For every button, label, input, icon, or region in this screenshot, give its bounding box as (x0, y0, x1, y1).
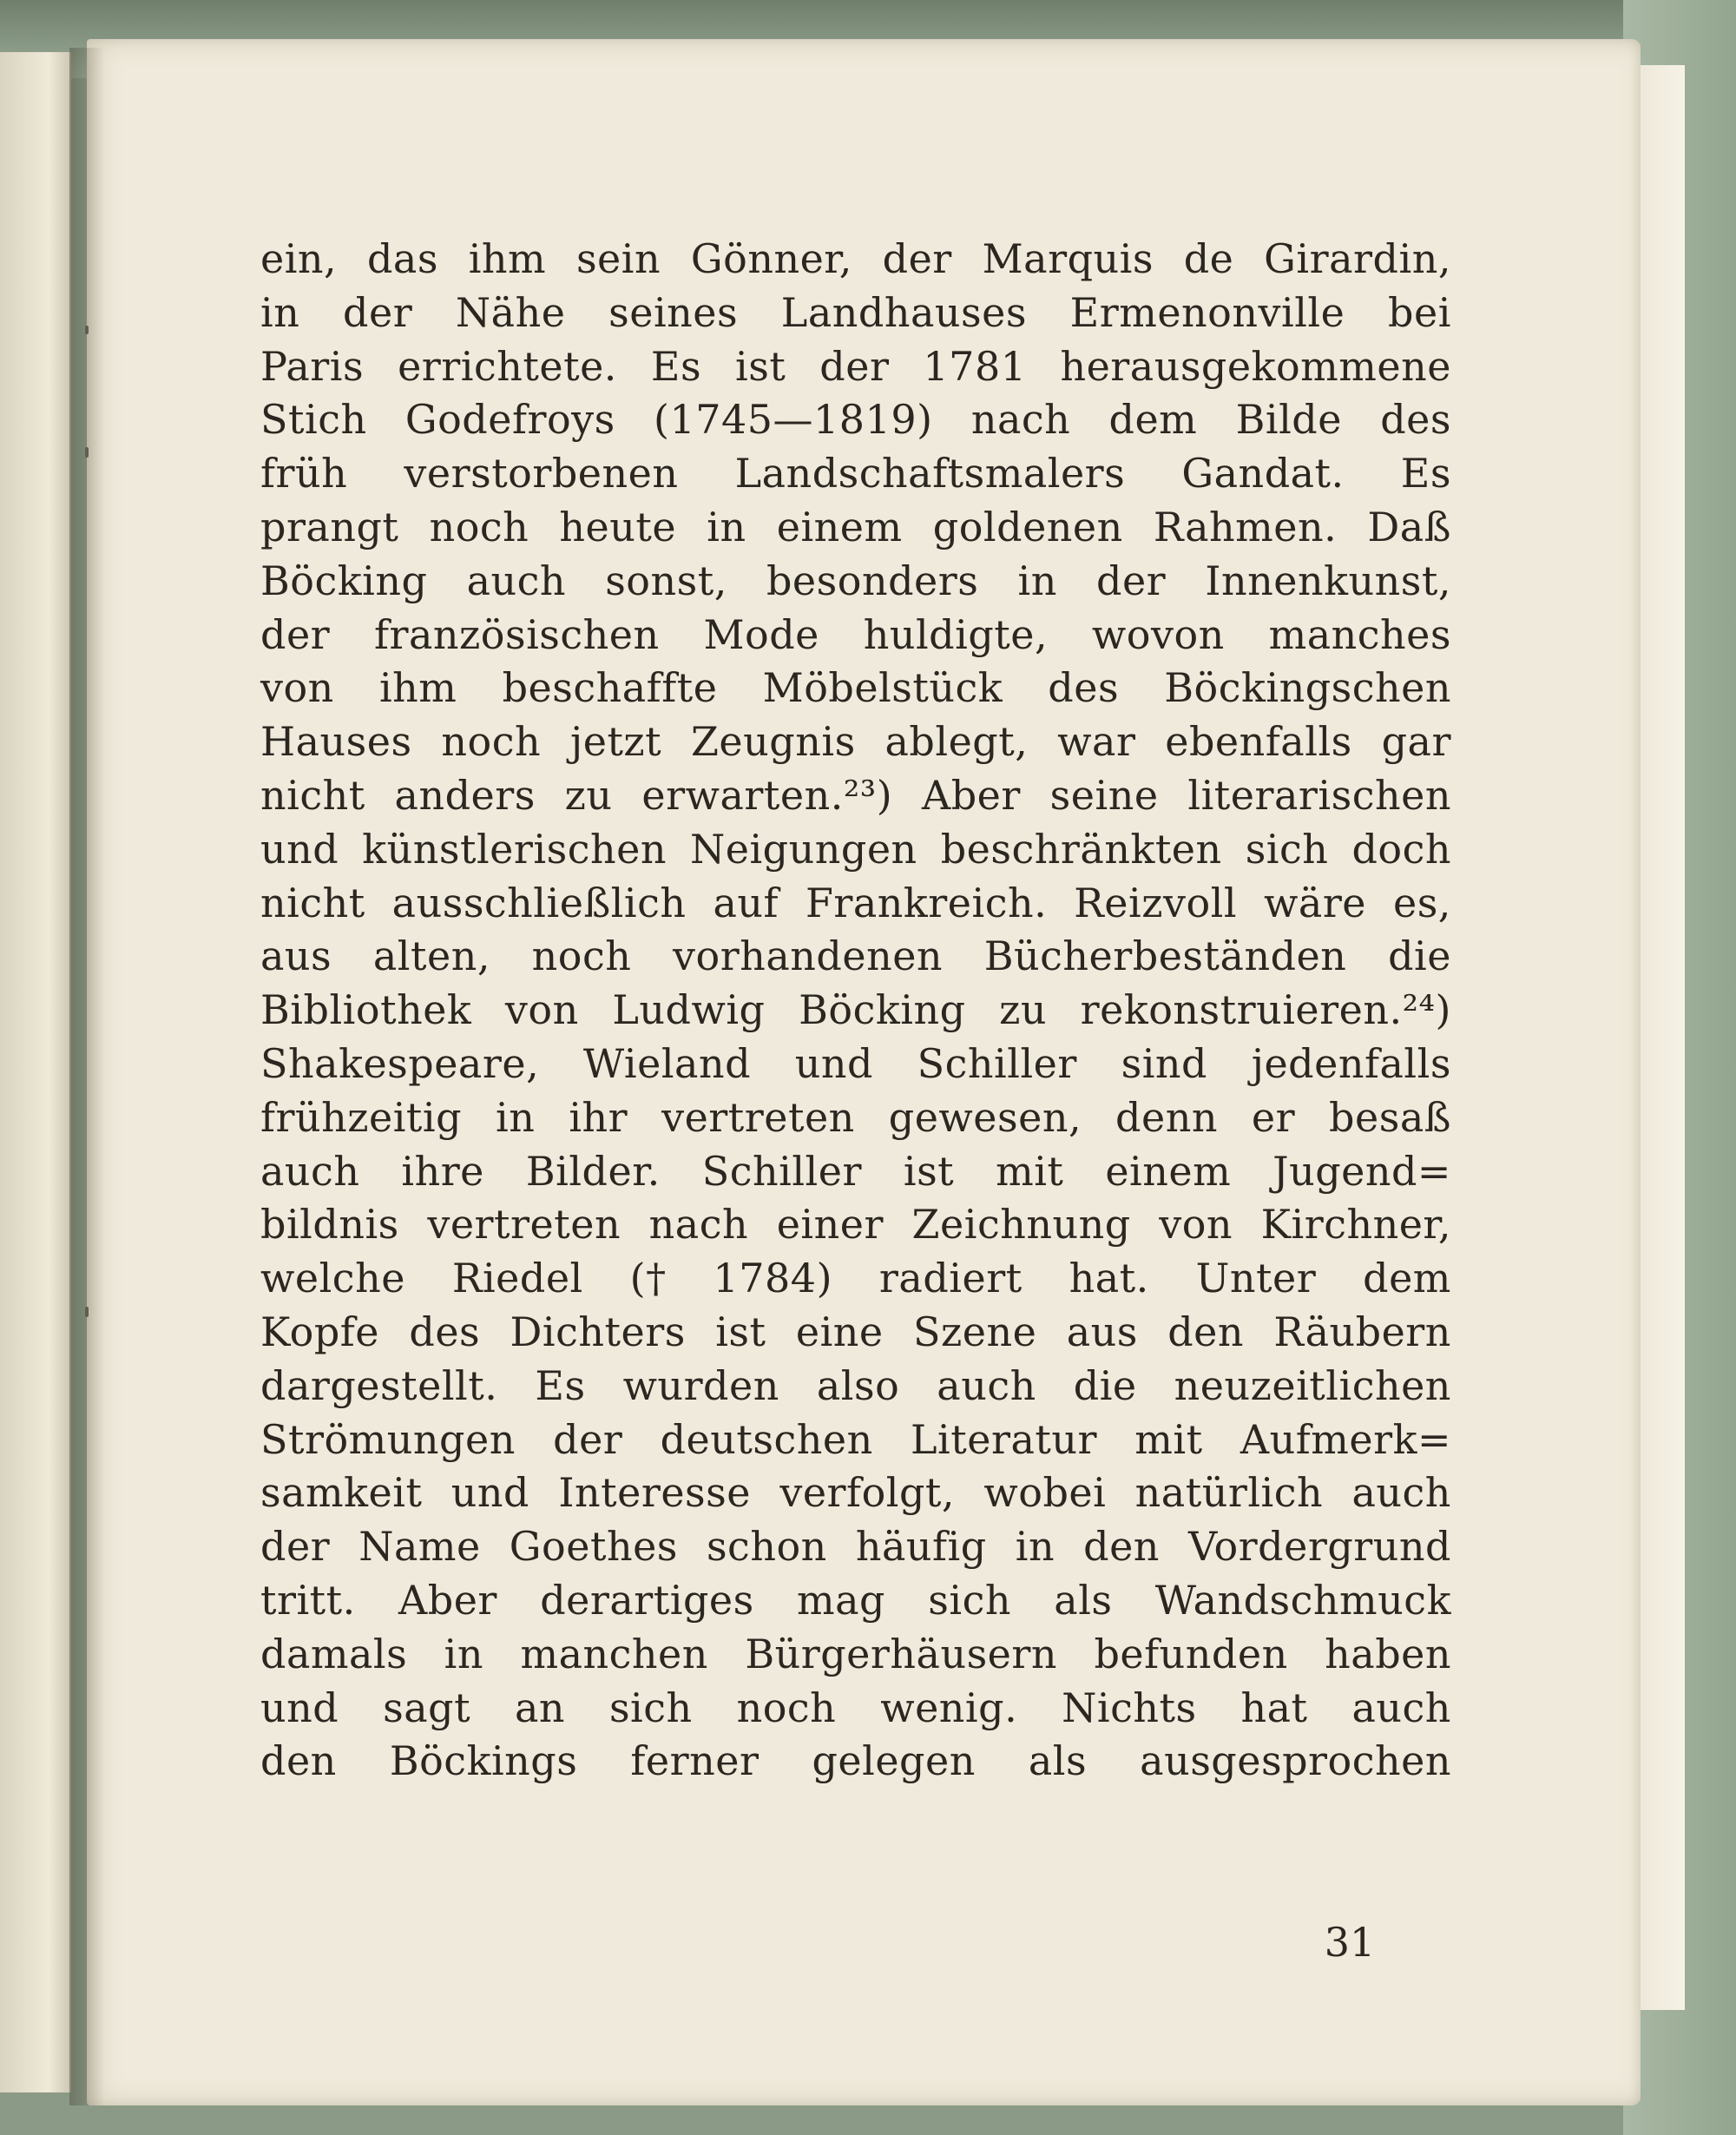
text-line: in der Nähe seines Landhauses Ermenonville bei (260, 288, 1451, 336)
text-line: und sagt an sich noch wenig. Nichts hat auch (260, 1684, 1451, 1731)
text-line: Strömungen der deutschen Literatur mit Aufmerk= (260, 1415, 1451, 1463)
text-line: der französischen Mode huldigte, wovon manches (260, 610, 1451, 658)
page-number: 31 (1324, 1919, 1376, 1966)
left-page-edge (0, 52, 71, 2092)
text-line: Hauses noch jetzt Zeugnis ablegt, war ebenfalls gar (260, 718, 1451, 766)
text-line: Stich Godefroys (1745—1819) nach dem Bilde des (260, 396, 1451, 444)
text-line: Paris errichtete. Es ist der 1781 herausgekommene (260, 342, 1451, 390)
text-line: Kopfe des Dichters ist eine Szene aus den Räubern (260, 1308, 1451, 1355)
text-line: tritt. Aber derartiges mag sich als Wandschmuck (260, 1576, 1451, 1624)
text-line: der Name Goethes schon häufig in den Vordergrund (260, 1523, 1451, 1571)
text-line: damals in manchen Bürgerhäusern befunden haben (260, 1630, 1451, 1677)
text-line: Böcking auch sonst, besonders in der Innenkunst, (260, 557, 1451, 604)
text-line: und künstlerischen Neigungen beschränkten sich doch (260, 825, 1451, 873)
text-line: bildnis vertreten nach einer Zeichnung von Kirchner, (260, 1201, 1451, 1249)
text-line: samkeit und Interesse verfolgt, wobei natürlich auch (260, 1469, 1451, 1517)
spine-shadow (69, 48, 104, 2105)
text-line: prangt noch heute in einem goldenen Rahmen. Daß (260, 503, 1451, 550)
text-line: nicht ausschließlich auf Frankreich. Reizvoll wäre es, (260, 879, 1451, 926)
text-line: von ihm beschaffte Möbelstück des Böckingschen (260, 664, 1451, 712)
text-line: auch ihre Bilder. Schiller ist mit einem Jugend= (260, 1147, 1451, 1195)
body-text (260, 233, 1451, 1789)
text-line: welche Riedel († 1784) radiert hat. Unter dem (260, 1255, 1451, 1302)
text-line: aus alten, noch vorhandenen Bücherbeständen die (260, 932, 1451, 980)
text-line: nicht anders zu erwarten.²³) Aber seine literarischen (260, 771, 1451, 819)
text-line: ein, das ihm sein Gönner, der Marquis de Girardin, (260, 235, 1451, 282)
text-line: Bibliothek von Ludwig Böcking zu rekonstruieren.²⁴) (260, 986, 1451, 1034)
text-line: früh verstorbenen Landschaftsmalers Gandat. Es (260, 450, 1451, 498)
text-line: Shakespeare, Wieland und Schiller sind jedenfalls (260, 1039, 1451, 1087)
text-line: dargestellt. Es wurden also auch die neuzeitlichen (260, 1361, 1451, 1409)
text-line: den Böckings ferner gelegen als ausgesprochen (260, 1737, 1451, 1785)
text-line: frühzeitig in ihr vertreten gewesen, denn er besaß (260, 1093, 1451, 1141)
